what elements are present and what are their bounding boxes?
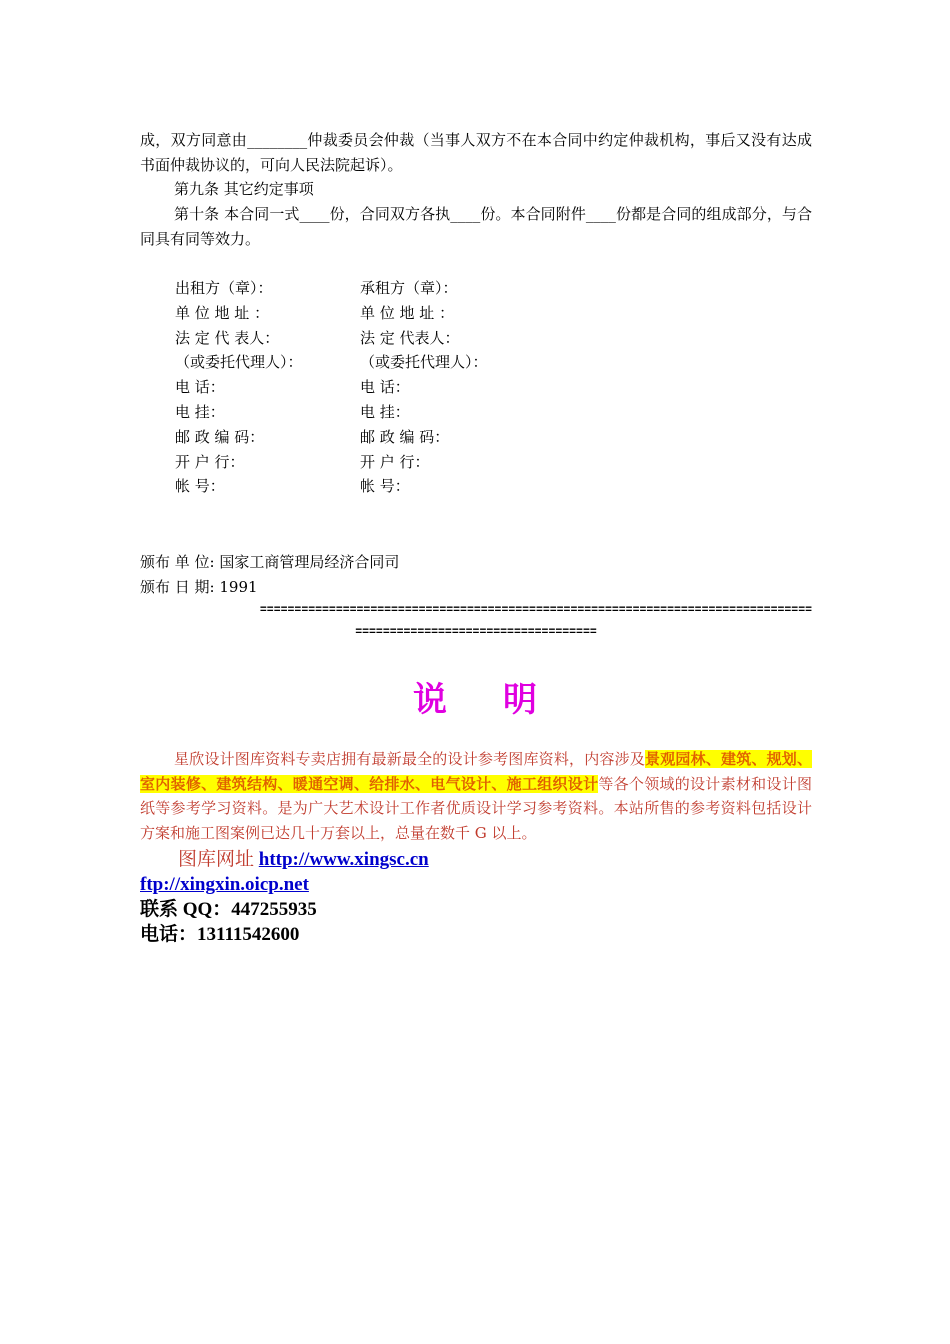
ftp-line	[140, 872, 309, 898]
signature-row	[175, 450, 560, 475]
lessee-field: 单 位 地 址 ：	[360, 303, 455, 322]
signature-block	[175, 276, 560, 499]
lessee-field: 承租方（章）：	[360, 279, 458, 297]
ftp-link[interactable]: ftp://xingxin.oicp.net	[140, 874, 309, 895]
signature-row	[175, 375, 560, 400]
gallery-label: 图库网址	[178, 848, 255, 870]
publisher-date: 颁布 日 期: 1991	[140, 577, 258, 596]
lessee-field: 法 定 代表人：	[360, 328, 460, 347]
gallery-link[interactable]: http://www.xingsc.cn	[258, 849, 429, 870]
signature-row	[175, 425, 560, 450]
highlighted-categories: 景观园林、建筑、规划、室内装修、建筑结构、暖通空调、给排水、电气设计、施工组织设计	[140, 750, 812, 793]
qq-contact: 联系 QQ：447255935	[140, 899, 317, 920]
gallery-line	[178, 846, 429, 873]
lessor-field: 电 挂：	[175, 402, 225, 421]
lessee-field: 开 户 行：	[360, 452, 430, 471]
lessor-field: 邮 政 编 码：	[175, 427, 265, 446]
signature-row	[175, 350, 560, 375]
lessor-field: 电 话：	[175, 378, 225, 397]
publisher-info	[140, 550, 399, 599]
description-text: 等各个领域的设计素材和设计图纸等参考学习资料。是为广大艺术设计工作者优质设计学习参考资料。本站所售的参考资料包括设计方案和施工图案例已达几十万套以上，总量在数千 G 以上。	[140, 774, 812, 842]
contract-paragraph-arbitration: 成，双方同意由________仲裁委员会仲裁（当事人双方不在本合同中约定仲裁机构，事后又没有达成书面仲裁协议的，可向人民法院起诉）。	[140, 131, 812, 174]
lessor-field: 帐 号：	[175, 477, 225, 496]
contract-article-10: 第十条 本合同一式____份，合同双方各执____份。本合同附件____份都是合同的组成部分，与合同具有同等效力。	[140, 205, 812, 248]
lessee-field: 邮 政 编 码：	[360, 427, 450, 446]
lessee-field: 电 挂：	[360, 402, 410, 421]
lessor-field: 出租方（章）：	[175, 279, 273, 297]
contract-article-9: 第九条 其它约定事项	[174, 180, 314, 198]
lessor-field: （或委托代理人）：	[175, 353, 303, 372]
lessor-field: 开 户 行：	[175, 452, 245, 471]
lessor-field: 单 位 地 址 ：	[175, 303, 270, 322]
lessee-field: （或委托代理人）：	[360, 353, 488, 372]
lessee-field: 帐 号：	[360, 477, 410, 496]
lessor-field: 法 定 代 表人：	[175, 328, 280, 347]
signature-row	[175, 400, 560, 425]
signature-row	[175, 276, 560, 301]
lessee-field: 电 话：	[360, 378, 410, 397]
separator-line: ================================================================================	[259, 604, 812, 617]
phone-contact: 电话：13111542600	[140, 924, 300, 945]
description-text: 星欣设计图库资料专卖店拥有最新最全的设计参考图库资料，内容涉及	[174, 750, 646, 768]
notice-title: 说明	[413, 680, 593, 720]
signature-row	[175, 301, 560, 326]
publisher-unit: 颁布 单 位: 国家工商管理局经济合同司	[140, 553, 400, 571]
separator-line: ===================================	[355, 626, 597, 639]
signature-row	[175, 326, 560, 351]
notice-description	[140, 747, 812, 845]
signature-row	[175, 474, 560, 499]
